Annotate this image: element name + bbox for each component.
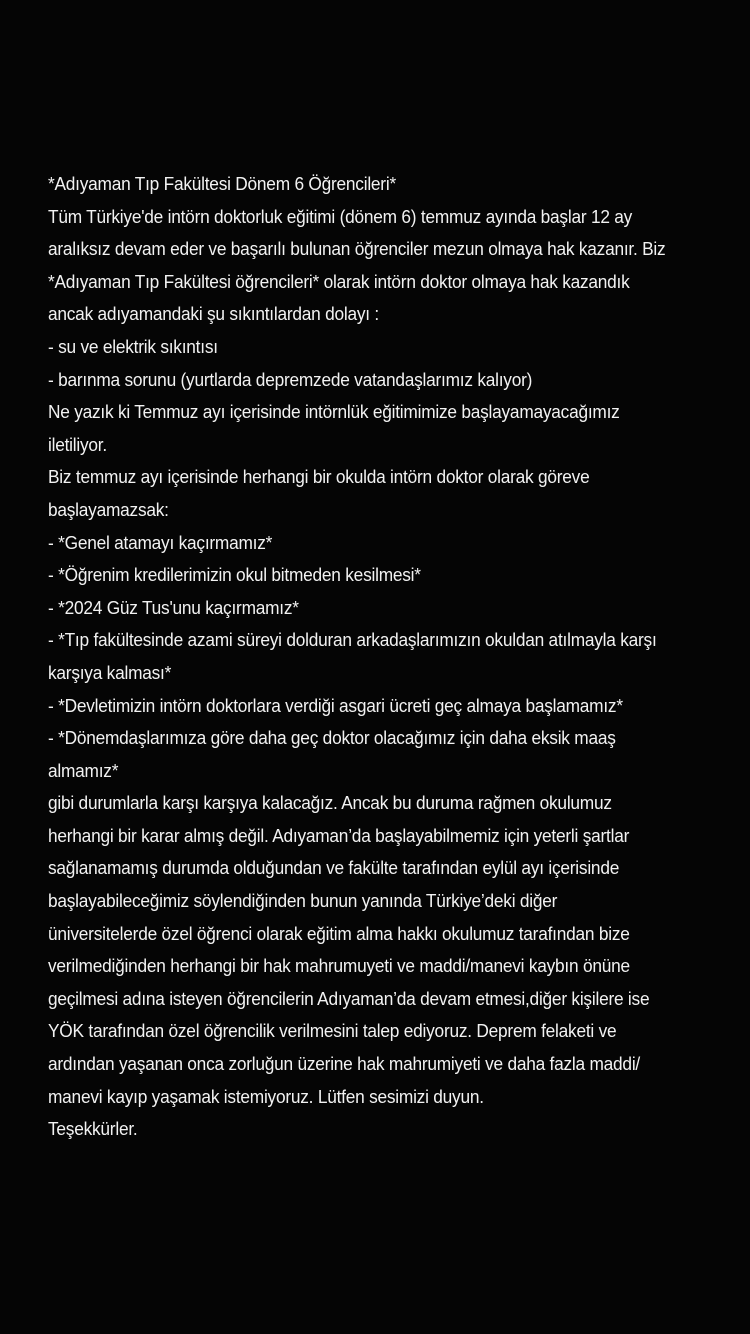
story-line: YÖK tarafından özel öğrencilik verilmesini talep ediyoruz. Deprem felaketi ve (48, 1020, 617, 1042)
story-line: üniversitelerde özel öğrenci olarak eğitim alma hakkı okulumuz tarafından bize (48, 922, 630, 944)
story-line: ancak adıyamandaki şu sıkıntılardan dolayı : (48, 303, 380, 325)
story-line: Tüm Türkiye'de intörn doktorluk eğitimi (dönem 6) temmuz ayında başlar 12 ay (48, 205, 633, 227)
story-line: - *Genel atamayı kaçırmamız* (48, 531, 273, 553)
story-line-title: *Adıyaman Tıp Fakültesi Dönem 6 Öğrencileri* (48, 173, 396, 194)
story-line: herhangi bir karar almış değil. Adıyaman’da başlayabilmemiz için yeterli şartlar (48, 824, 630, 846)
story-line: - *Öğrenim kredilerimizin okul bitmeden kesilmesi* (48, 564, 421, 586)
story-line: Biz temmuz ayı içerisinde herhangi bir okulda intörn doktor olarak göreve (48, 466, 590, 488)
story-line: aralıksız devam eder ve başarılı bulunan öğrenciler mezun olmaya hak kazanır. Biz (48, 238, 666, 260)
story-line: almamız* (48, 759, 119, 781)
story-line: *Adıyaman Tıp Fakültesi öğrencileri* olarak intörn doktor olmaya hak kazandık (48, 270, 630, 292)
story-line: - *Tıp fakültesinde azami süreyi dolduran arkadaşlarımızın okuldan atılmayla karşı (48, 629, 657, 651)
story-line: - su ve elektrik sıkıntısı (48, 335, 218, 357)
story-line: - *2024 Güz Tus'unu kaçırmamız* (48, 596, 299, 618)
story-line: - *Devletimizin intörn doktorlara verdiği asgari ücreti geç almaya başlamamız* (48, 694, 623, 716)
story-text-block (48, 168, 671, 1146)
story-line: başlayamazsak: (48, 498, 169, 520)
story-line: karşıya kalması* (48, 661, 172, 683)
story-line: manevi kayıp yaşamak istemiyoruz. Lütfen sesimizi duyun. (48, 1085, 484, 1107)
story-line-thanks: Teşekkürler. (48, 1118, 138, 1140)
story-line: gibi durumlarla karşı karşıya kalacağız. Ancak bu duruma rağmen okulumuz (48, 792, 612, 814)
story-line: verilmediğinden herhangi bir hak mahrumuyeti ve maddi/manevi kaybın önüne (48, 955, 630, 977)
story-line: ardından yaşanan onca zorluğun üzerine hak mahrumiyeti ve daha fazla maddi/ (48, 1053, 641, 1075)
story-line: - barınma sorunu (yurtlarda depremzede vatandaşlarımız kalıyor) (48, 368, 533, 390)
story-line: başlayabileceğimiz söylendiğinden bunun yanında Türkiye’deki diğer (48, 890, 558, 912)
story-line: - *Dönemdaşlarımıza göre daha geç doktor olacağımız için daha eksik maaş (48, 727, 616, 749)
story-line: sağlanamamış durumda olduğundan ve fakülte tarafından eylül ayı içerisinde (48, 857, 620, 879)
story-line: iletiliyor. (48, 433, 107, 455)
story-line: geçilmesi adına isteyen öğrencilerin Adıyaman’da devam etmesi,diğer kişilere ise (48, 987, 650, 1009)
story-line: Ne yazık ki Temmuz ayı içerisinde intörnlük eğitimimize başlayamayacağımız (48, 401, 620, 423)
